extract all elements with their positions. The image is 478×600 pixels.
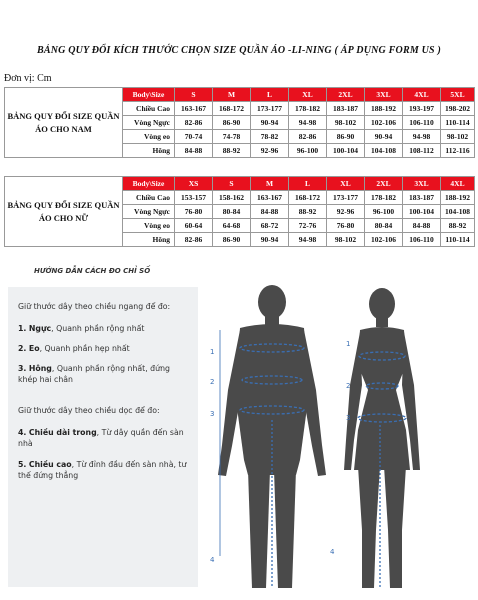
header-cell: S bbox=[175, 88, 213, 102]
marker-3-male: 3 bbox=[210, 410, 215, 418]
marker-4-male: 4 bbox=[210, 556, 215, 564]
guide-item-4: 4. Chiều dài trong, Từ dây quần đến sàn nhà bbox=[18, 428, 184, 448]
header-cell: M bbox=[251, 177, 289, 191]
marker-2-female: 2 bbox=[346, 382, 351, 390]
size-cell: 80-84 bbox=[213, 205, 251, 219]
size-cell: 74-78 bbox=[213, 130, 251, 144]
size-cell: 76-80 bbox=[175, 205, 213, 219]
size-cell: 183-187 bbox=[403, 191, 441, 205]
size-cell: 86-90 bbox=[327, 130, 365, 144]
size-cell: 60-64 bbox=[175, 219, 213, 233]
size-cell: 78-82 bbox=[251, 130, 289, 144]
size-cell: 76-80 bbox=[327, 219, 365, 233]
size-cell: 112-116 bbox=[441, 144, 475, 158]
size-cell: 84-88 bbox=[251, 205, 289, 219]
header-cell: 2XL bbox=[327, 88, 365, 102]
size-cell: 104-108 bbox=[365, 144, 403, 158]
size-cell: 198-202 bbox=[441, 102, 475, 116]
size-cell: 72-76 bbox=[289, 219, 327, 233]
size-cell: 96-100 bbox=[289, 144, 327, 158]
header-cell: 5XL bbox=[441, 88, 475, 102]
size-cell: 173-177 bbox=[251, 102, 289, 116]
size-cell: 108-112 bbox=[403, 144, 441, 158]
size-cell: 163-167 bbox=[251, 191, 289, 205]
size-cell: 92-96 bbox=[251, 144, 289, 158]
size-cell: 92-96 bbox=[327, 205, 365, 219]
header-cell: 3XL bbox=[403, 177, 441, 191]
size-cell: 88-92 bbox=[213, 144, 251, 158]
header-cell: S bbox=[213, 177, 251, 191]
men-size-table bbox=[4, 87, 475, 158]
row-label: Vòng Ngực bbox=[123, 205, 175, 219]
header-cell: Body\Size bbox=[123, 177, 175, 191]
size-cell: 86-90 bbox=[213, 116, 251, 130]
size-cell: 102-106 bbox=[365, 233, 403, 247]
header-cell: Body\Size bbox=[123, 88, 175, 102]
size-cell: 178-182 bbox=[365, 191, 403, 205]
size-cell: 100-104 bbox=[403, 205, 441, 219]
size-cell: 94-98 bbox=[403, 130, 441, 144]
row-label: Chiều Cao bbox=[123, 102, 175, 116]
unit-label: Đơn vị: Cm bbox=[4, 73, 52, 84]
guide-intro-vertical: Giữ thước dây theo chiều dọc để đo: bbox=[18, 406, 160, 415]
size-cell: 68-72 bbox=[251, 219, 289, 233]
size-cell: 64-68 bbox=[213, 219, 251, 233]
table-label: BẢNG QUY ĐỔI SIZE QUẦN ÁO CHO NAM bbox=[5, 88, 123, 158]
size-cell: 100-104 bbox=[327, 144, 365, 158]
header-cell: 4XL bbox=[403, 88, 441, 102]
header-cell: XL bbox=[289, 88, 327, 102]
size-cell: 110-114 bbox=[441, 233, 475, 247]
size-cell: 84-88 bbox=[175, 144, 213, 158]
header-cell: L bbox=[289, 177, 327, 191]
header-cell: 3XL bbox=[365, 88, 403, 102]
row-label: Chiều Cao bbox=[123, 191, 175, 205]
marker-1-female: 1 bbox=[346, 340, 351, 348]
size-cell: 153-157 bbox=[175, 191, 213, 205]
guide-item-5: 5. Chiều cao, Từ đỉnh đầu đến sàn nhà, tư thế đứng thẳng bbox=[18, 460, 187, 480]
marker-2-male: 2 bbox=[210, 378, 215, 386]
size-cell: 173-177 bbox=[327, 191, 365, 205]
body-measurement-figure bbox=[200, 270, 476, 598]
size-cell: 94-98 bbox=[289, 233, 327, 247]
row-label: Vòng eo bbox=[123, 219, 175, 233]
row-label: Vòng eo bbox=[123, 130, 175, 144]
table-label: BẢNG QUY ĐỔI SIZE QUẦN ÁO CHO NỮ bbox=[5, 177, 123, 247]
row-label: Hông bbox=[123, 144, 175, 158]
marker-1-male: 1 bbox=[210, 348, 215, 356]
size-cell: 183-187 bbox=[327, 102, 365, 116]
header-cell: XL bbox=[327, 177, 365, 191]
female-silhouette-icon bbox=[344, 288, 420, 588]
size-cell: 96-100 bbox=[365, 205, 403, 219]
size-cell: 106-110 bbox=[403, 116, 441, 130]
page-title: BẢNG QUY ĐỔI KÍCH THƯỚC CHỌN SIZE QUẦN ÁO -LI-NING ( ÁP DỤNG FORM US ) bbox=[36, 45, 442, 56]
size-cell: 82-86 bbox=[289, 130, 327, 144]
size-cell: 88-92 bbox=[289, 205, 327, 219]
header-cell: 4XL bbox=[441, 177, 475, 191]
size-cell: 98-102 bbox=[327, 116, 365, 130]
guide-heading: HƯỚNG DẪN CÁCH ĐO CHỈ SỐ bbox=[34, 267, 151, 275]
guide-item-1: 1. Ngực, Quanh phần rộng nhất bbox=[18, 324, 145, 333]
marker-4-female: 4 bbox=[330, 548, 335, 556]
header-cell: 2XL bbox=[365, 177, 403, 191]
size-cell: 178-182 bbox=[289, 102, 327, 116]
size-cell: 90-94 bbox=[251, 116, 289, 130]
guide-item-2: 2. Eo, Quanh phần hẹp nhất bbox=[18, 344, 130, 353]
size-cell: 80-84 bbox=[365, 219, 403, 233]
size-cell: 163-167 bbox=[175, 102, 213, 116]
size-cell: 188-192 bbox=[365, 102, 403, 116]
measurement-guide-panel bbox=[8, 287, 198, 587]
size-cell: 110-114 bbox=[441, 116, 475, 130]
size-cell: 168-172 bbox=[213, 102, 251, 116]
size-cell: 86-90 bbox=[213, 233, 251, 247]
size-cell: 88-92 bbox=[441, 219, 475, 233]
size-cell: 104-108 bbox=[441, 205, 475, 219]
size-cell: 82-86 bbox=[175, 116, 213, 130]
header-cell: L bbox=[251, 88, 289, 102]
size-cell: 188-192 bbox=[441, 191, 475, 205]
size-cell: 84-88 bbox=[403, 219, 441, 233]
size-cell: 193-197 bbox=[403, 102, 441, 116]
size-cell: 94-98 bbox=[289, 116, 327, 130]
header-cell: M bbox=[213, 88, 251, 102]
size-cell: 102-106 bbox=[365, 116, 403, 130]
row-label: Hông bbox=[123, 233, 175, 247]
women-size-table bbox=[4, 176, 475, 247]
size-cell: 90-94 bbox=[251, 233, 289, 247]
row-label: Vòng Ngực bbox=[123, 116, 175, 130]
header-cell: XS bbox=[175, 177, 213, 191]
guide-intro-horizontal: Giữ thước dây theo chiều ngang để đo: bbox=[18, 302, 171, 311]
size-cell: 106-110 bbox=[403, 233, 441, 247]
size-cell: 82-86 bbox=[175, 233, 213, 247]
size-cell: 158-162 bbox=[213, 191, 251, 205]
size-cell: 98-102 bbox=[327, 233, 365, 247]
size-cell: 90-94 bbox=[365, 130, 403, 144]
size-cell: 168-172 bbox=[289, 191, 327, 205]
size-cell: 70-74 bbox=[175, 130, 213, 144]
marker-3-female: 3 bbox=[346, 414, 351, 422]
guide-item-3: 3. Hông, Quanh phần rộng nhất, đứng khép hai chân bbox=[18, 364, 170, 384]
size-cell: 98-102 bbox=[441, 130, 475, 144]
